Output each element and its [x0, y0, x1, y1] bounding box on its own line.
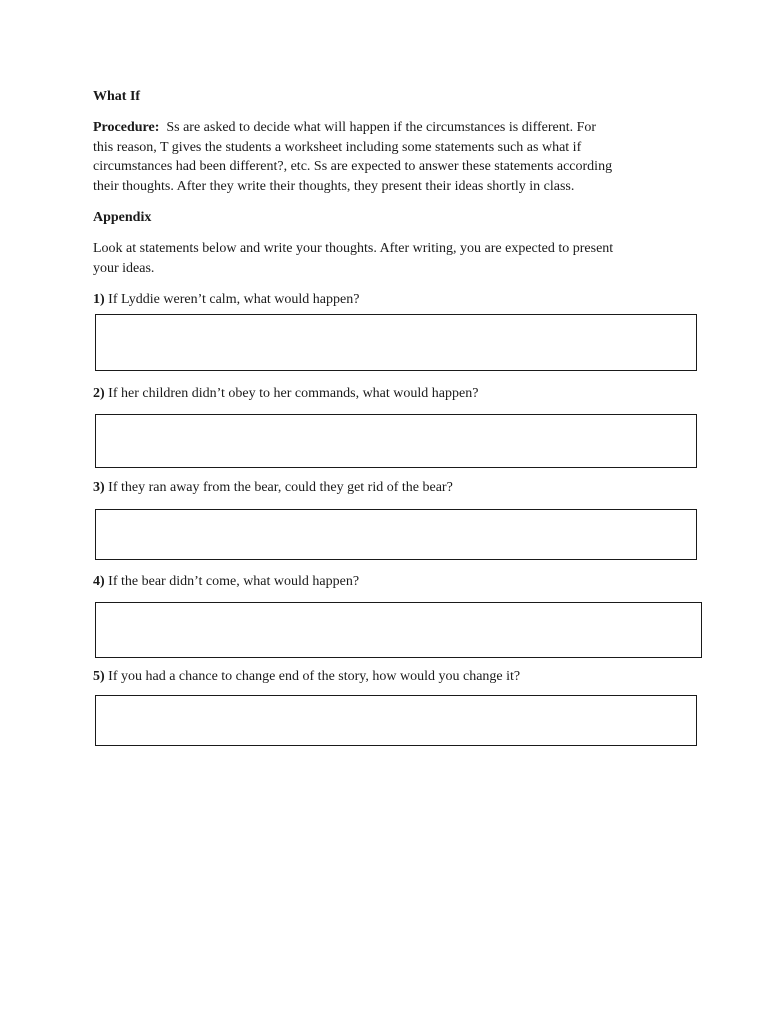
procedure-line: this reason, T gives the students a worksheet including some statements such as what if — [93, 139, 582, 155]
answer-box-4[interactable] — [95, 602, 702, 658]
instructions-line: Look at statements below and write your thoughts. After writing, you are expected to present — [93, 241, 614, 256]
question-number: 4) — [93, 574, 105, 589]
question-text: If they ran away from the bear, could they get rid of the bear? — [108, 480, 453, 495]
question-number: 2) — [93, 386, 105, 401]
instructions-paragraph — [93, 239, 683, 278]
question-4 — [93, 572, 359, 591]
question-3 — [93, 478, 453, 497]
instructions-line: your ideas. — [93, 260, 155, 276]
procedure-line — [93, 118, 683, 138]
procedure-text: Ss are asked to decide what will happen if the circumstances is different. For — [166, 120, 597, 135]
question-number: 1) — [93, 292, 105, 307]
question-1 — [93, 290, 359, 309]
answer-box-3[interactable] — [95, 509, 697, 560]
appendix-heading: Appendix — [93, 210, 152, 225]
procedure-paragraph — [93, 118, 683, 196]
question-5 — [93, 667, 520, 686]
question-number: 3) — [93, 480, 105, 495]
question-number: 5) — [93, 669, 105, 684]
procedure-label: Procedure: — [93, 120, 160, 135]
procedure-line: their thoughts. After they write their thoughts, they present their ideas shortly in class. — [93, 178, 575, 194]
question-text: If her children didn’t obey to her commands, what would happen? — [108, 386, 479, 401]
answer-box-5[interactable] — [95, 695, 697, 746]
question-text: If you had a chance to change end of the story, how would you change it? — [108, 669, 521, 684]
document-title: What If — [93, 89, 141, 104]
question-2 — [93, 384, 478, 403]
procedure-line: circumstances had been different?, etc. Ss are expected to answer these statements according — [93, 159, 613, 174]
question-text: If Lyddie weren’t calm, what would happen? — [108, 292, 360, 307]
answer-box-1[interactable] — [95, 314, 697, 371]
question-text: If the bear didn’t come, what would happen? — [108, 574, 360, 589]
answer-box-2[interactable] — [95, 414, 697, 468]
